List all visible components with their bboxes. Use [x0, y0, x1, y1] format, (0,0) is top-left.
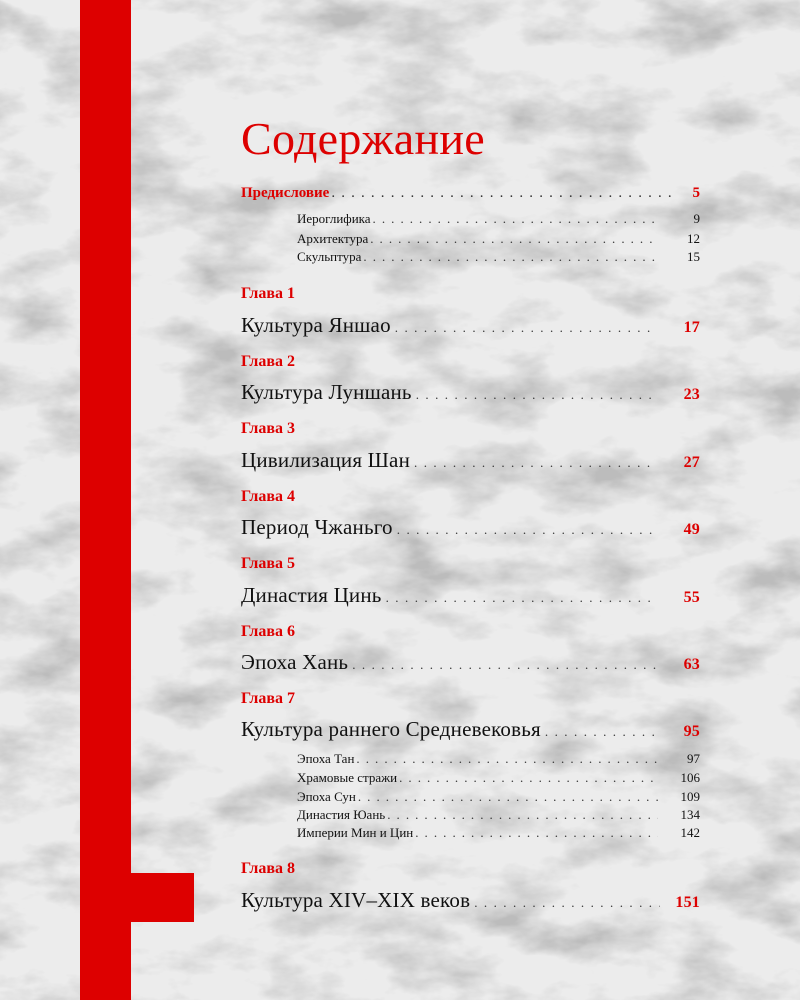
dot-leader — [352, 657, 656, 673]
chapter-label: Глава 2 — [241, 353, 295, 370]
toc-subsection[interactable] — [297, 770, 700, 786]
dot-leader — [397, 522, 656, 538]
chapter-title: Культура Яншао — [241, 313, 391, 337]
toc-chapter[interactable] — [241, 888, 700, 913]
chapter-page: 27 — [683, 454, 700, 471]
chapter-label: Глава 4 — [241, 488, 295, 505]
chapter-title: Культура Луншань — [241, 380, 412, 404]
red-foot-bar — [80, 873, 194, 922]
subsection-title: Архитектура — [297, 231, 369, 246]
chapter-page: 49 — [683, 521, 700, 538]
chapter-title: Период Чжаньго — [241, 515, 393, 539]
dot-leader — [415, 825, 658, 841]
dot-leader — [363, 249, 658, 265]
chapter-page: 151 — [675, 894, 700, 911]
dot-leader — [399, 770, 658, 786]
dot-leader — [331, 185, 676, 202]
toc-subsection[interactable] — [297, 751, 700, 767]
subsection-page: 106 — [680, 770, 700, 785]
preface-label: Предисловие — [241, 185, 330, 201]
chapter-label: Глава 8 — [241, 860, 295, 877]
toc-subsection[interactable] — [297, 789, 700, 805]
toc-chapter[interactable] — [241, 313, 700, 338]
chapter-title: Цивилизация Шан — [241, 448, 411, 472]
chapter-page: 23 — [683, 386, 700, 403]
chapter-title: Династия Цинь — [241, 583, 382, 607]
toc-subsection[interactable] — [297, 231, 700, 247]
subsection-title: Династия Юань — [297, 807, 386, 822]
dot-leader — [545, 724, 656, 740]
toc-subsection[interactable] — [297, 211, 700, 227]
chapter-title: Культура XIV–XIX веков — [241, 888, 471, 912]
dot-leader — [416, 387, 656, 403]
dot-leader — [387, 807, 658, 823]
toc-chapter[interactable] — [241, 650, 700, 675]
subsection-page: 109 — [680, 789, 700, 804]
chapter-page: 17 — [683, 319, 700, 336]
chapter-label: Глава 1 — [241, 285, 295, 302]
subsection-title: Иероглифика — [297, 211, 371, 226]
chapter-label: Глава 3 — [241, 420, 295, 437]
toc-subsection[interactable] — [297, 825, 700, 841]
toc-chapter[interactable] — [241, 717, 700, 742]
toc-chapter[interactable] — [241, 583, 700, 608]
dot-leader — [373, 211, 658, 227]
chapter-page: 63 — [683, 656, 700, 673]
dot-leader — [358, 789, 658, 805]
chapter-label: Глава 6 — [241, 623, 295, 640]
dot-leader — [414, 455, 656, 471]
subsection-page: 134 — [680, 807, 700, 822]
subsection-page: 9 — [693, 211, 700, 226]
page-title: Содержание — [241, 113, 486, 164]
subsection-page: 142 — [680, 825, 700, 840]
chapter-page: 55 — [683, 589, 700, 606]
chapter-title: Культура раннего Средневековья — [241, 717, 541, 741]
subsection-page: 97 — [687, 751, 700, 766]
dot-leader — [386, 590, 656, 606]
subsection-title: Храмовые стражи — [297, 770, 398, 785]
toc-subsection[interactable] — [297, 249, 700, 265]
subsection-title: Империи Мин и Цин — [297, 825, 414, 840]
dot-leader — [370, 231, 658, 247]
dot-leader — [474, 895, 660, 911]
subsection-title: Эпоха Тан — [297, 751, 355, 766]
toc-preface[interactable] — [241, 185, 700, 202]
dot-leader — [356, 751, 658, 767]
chapter-label: Глава 7 — [241, 690, 295, 707]
red-vertical-bar — [80, 0, 131, 1000]
preface-page: 5 — [692, 185, 700, 201]
subsection-title: Скульптура — [297, 249, 362, 264]
chapter-title: Эпоха Хань — [241, 650, 349, 674]
toc-chapter[interactable] — [241, 515, 700, 540]
subsection-title: Эпоха Сун — [297, 789, 356, 804]
chapter-label: Глава 5 — [241, 555, 295, 572]
toc-chapter[interactable] — [241, 448, 700, 473]
chapter-page: 95 — [683, 723, 700, 740]
toc-subsection[interactable] — [297, 807, 700, 823]
dot-leader — [395, 320, 656, 336]
toc-chapter[interactable] — [241, 380, 700, 405]
subsection-page: 15 — [687, 249, 700, 264]
subsection-page: 12 — [687, 231, 700, 246]
